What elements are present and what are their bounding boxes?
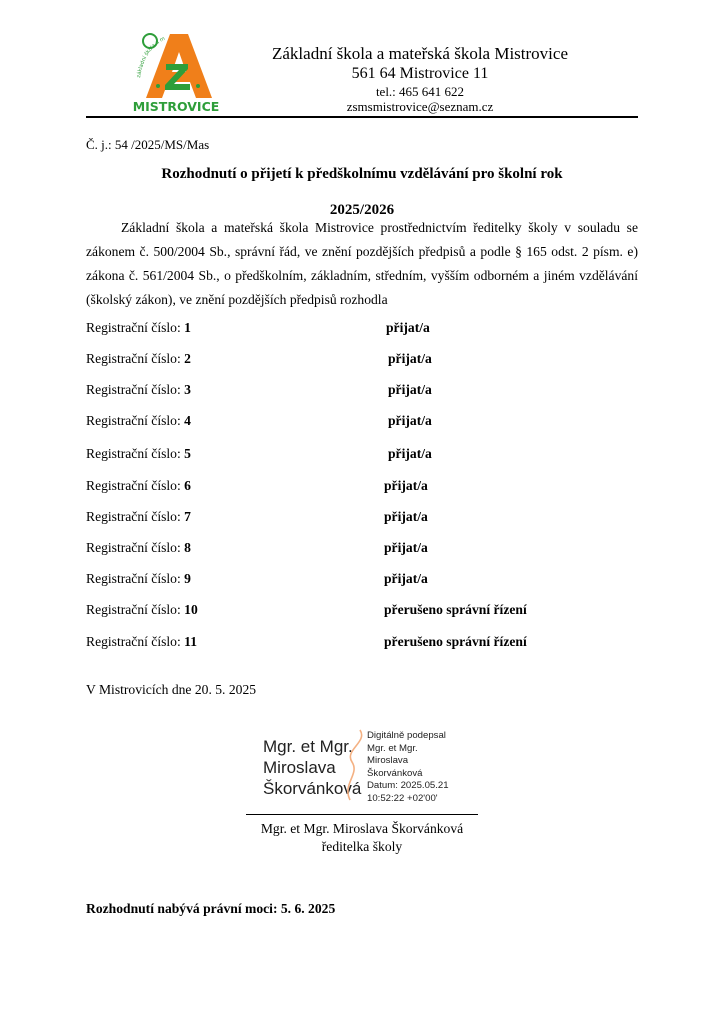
decision-body-text: Základní škola a mateřská škola Mistrovice prostřednictvím ředitelky školy v souladu se zákonem č. 500/2004 Sb., správní řád, ve znění pozdějších předpisů a podle § 165 odst. 2 písm. e) zákona č. 561/2004 Sb., o předškolním, základním, středním, vyšším odborném a jiném vzdělávání (školský zákon), ve znění pozdějších předpisů rozhodla — [86, 220, 638, 307]
registration-row: Registrační číslo: 2 přijat/a — [86, 351, 432, 366]
registration-number: 3 — [184, 382, 191, 397]
registration-number: 2 — [184, 351, 191, 366]
school-name: Základní škola a mateřská škola Mistrovice — [272, 44, 568, 63]
registration-result: přijat/a — [384, 509, 428, 524]
registration-row: Registrační číslo: 1 přijat/a — [86, 320, 430, 335]
registration-row: Registrační číslo: 7 přijat/a — [86, 509, 428, 524]
registration-result: přijat/a — [388, 382, 432, 397]
signature-line — [246, 814, 478, 815]
registration-number: 4 — [184, 413, 191, 428]
registration-number: 10 — [184, 602, 198, 617]
registration-number: 5 — [184, 446, 191, 461]
school-header — [230, 44, 610, 115]
legal-effect-note: Rozhodnutí nabývá právní moci: 5. 6. 2025 — [86, 901, 336, 916]
logo-arc-text: základní škola a m — [136, 35, 167, 79]
school-phone: tel.: 465 641 622 — [375, 83, 465, 99]
document-title: Rozhodnutí o přijetí k předškolnímu vzdělávání pro školní rok — [161, 166, 563, 182]
school-year: 2025/2026 — [329, 202, 395, 218]
registration-number: 6 — [184, 478, 191, 493]
registration-result: přerušeno správní řízení — [384, 634, 527, 649]
registration-result: přijat/a — [388, 446, 432, 461]
registration-result: přerušeno správní řízení — [384, 602, 527, 617]
registration-row: Registrační číslo: 8 přijat/a — [86, 540, 428, 555]
signature-name: Mgr. et Mgr. Miroslava Škorvánková — [263, 737, 362, 798]
registration-row: Registrační číslo: 4 přijat/a — [86, 413, 432, 428]
registration-number: 11 — [184, 634, 198, 649]
school-email: zsmsmistrovice@seznam.cz — [346, 99, 494, 115]
registration-result: přijat/a — [384, 540, 428, 555]
signer-block — [246, 820, 478, 856]
signer-name: Mgr. et Mgr. Miroslava Škorvánková — [260, 821, 464, 836]
registration-row: Registrační číslo: 5 přijat/a — [86, 446, 432, 461]
logo-name: MISTROVICE — [132, 99, 220, 114]
registration-result: přijat/a — [384, 478, 428, 493]
registration-result: přijat/a — [388, 413, 432, 428]
reference-number: Č. j.: 54 /2025/MS/Mas — [86, 137, 210, 152]
registration-number: 8 — [184, 540, 191, 555]
registration-row: Registrační číslo: 6 přijat/a — [86, 478, 428, 493]
registration-number: 7 — [184, 509, 191, 524]
registration-row: Registrační číslo: 9 přijat/a — [86, 571, 428, 586]
registration-result: přijat/a — [384, 571, 428, 586]
registration-result: přijat/a — [388, 351, 432, 366]
registration-number: 9 — [184, 571, 191, 586]
registration-row: Registrační číslo: 10 přerušeno správní řízení — [86, 602, 527, 617]
registration-row: Registrační číslo: 11 přerušeno správní řízení — [86, 634, 527, 649]
signature-info: Digitálně podepsal Mgr. et Mgr. Miroslava Škorvánková Datum: 2025.05.21 10:52:22 +02'00' — [367, 730, 449, 804]
date-line: V Mistrovicích dne 20. 5. 2025 — [86, 682, 257, 697]
registration-result: přijat/a — [386, 320, 430, 335]
header-divider — [86, 116, 638, 118]
school-address: 561 64 Mistrovice 11 — [351, 65, 489, 83]
registration-number: 1 — [184, 320, 191, 335]
registration-row: Registrační číslo: 3 přijat/a — [86, 382, 432, 397]
school-logo — [130, 32, 222, 116]
signer-role: ředitelka školy — [321, 839, 403, 854]
